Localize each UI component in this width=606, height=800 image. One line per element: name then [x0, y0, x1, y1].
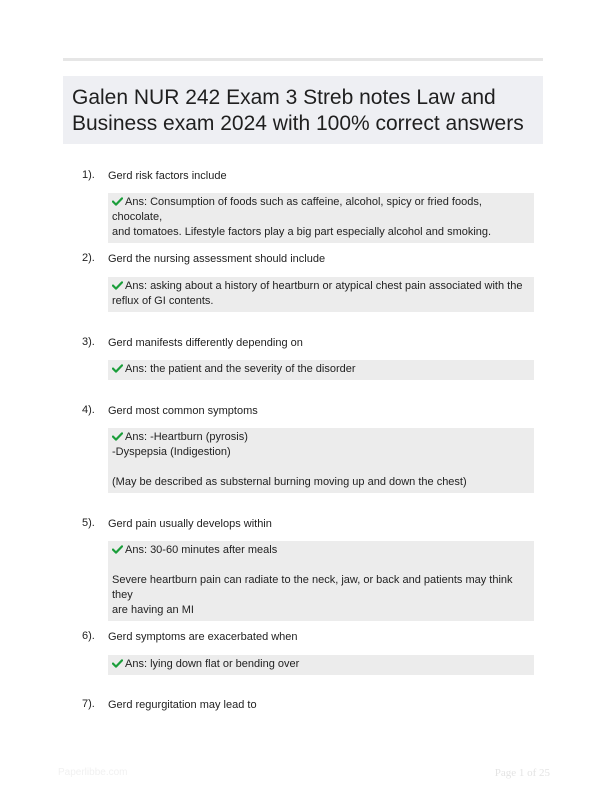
question-number: 2).: [82, 252, 95, 264]
question-number: 4).: [82, 404, 95, 416]
answer-line: -Dyspepsia (Indigestion): [112, 446, 231, 458]
footer-watermark: Paperlibbe.com: [58, 767, 128, 778]
answer-line: [112, 558, 528, 573]
answer-line: Ans: 30-60 minutes after meals: [112, 543, 528, 558]
check-icon: [112, 197, 123, 206]
question-number: 3).: [82, 336, 95, 348]
question-number: 7).: [82, 698, 95, 710]
answer-line: Ans: asking about a history of heartburn or atypical chest pain associated with the: [112, 279, 528, 294]
check-icon: [112, 659, 123, 668]
check-icon: [112, 545, 123, 554]
answer-box: [108, 541, 534, 621]
answer-line: (May be described as substernal burning moving up and down the chest): [112, 476, 467, 488]
top-divider: [63, 58, 543, 61]
check-icon: [112, 281, 123, 290]
answer-box: [108, 428, 534, 493]
question-text: Gerd risk factors include: [108, 170, 227, 182]
answer-box: [108, 655, 534, 675]
answer-line: [112, 460, 528, 475]
document-title: Galen NUR 242 Exam 3 Streb notes Law and Business exam 2024 with 100% correct answers: [72, 86, 524, 135]
question-text: Gerd regurgitation may lead to: [108, 699, 257, 711]
page-number: Page 1 of 25: [494, 767, 550, 779]
answer-line: Ans: lying down flat or bending over: [112, 657, 528, 672]
answer-line: Ans: -Heartburn (pyrosis): [112, 430, 528, 445]
question-number: 1).: [82, 169, 95, 181]
question-text: Gerd manifests differently depending on: [108, 337, 303, 349]
question-text: Gerd the nursing assessment should include: [108, 253, 326, 265]
answer-box: [108, 277, 534, 312]
answer-line: Ans: the patient and the severity of the disorder: [112, 362, 528, 377]
answer-line: and tomatoes. Lifestyle factors play a big part especially alcohol and smoking.: [112, 226, 492, 238]
answer-line: reflux of GI contents.: [112, 295, 214, 307]
check-icon: [112, 364, 123, 373]
answer-box: [108, 193, 534, 243]
answer-line: are having an MI: [112, 604, 194, 616]
answer-line: Ans: Consumption of foods such as caffeine, alcohol, spicy or fried foods, chocolate,: [112, 196, 485, 223]
question-number: 5).: [82, 517, 95, 529]
question-text: Gerd symptoms are exacerbated when: [108, 631, 298, 643]
check-icon: [112, 432, 123, 441]
answer-line: Severe heartburn pain can radiate to the neck, jaw, or back and patients may think they: [112, 574, 516, 601]
answer-box: [108, 360, 534, 380]
question-number: 6).: [82, 630, 95, 642]
question-text: Gerd pain usually develops within: [108, 518, 272, 530]
title-banner: [63, 76, 543, 144]
question-text: Gerd most common symptoms: [108, 405, 258, 417]
